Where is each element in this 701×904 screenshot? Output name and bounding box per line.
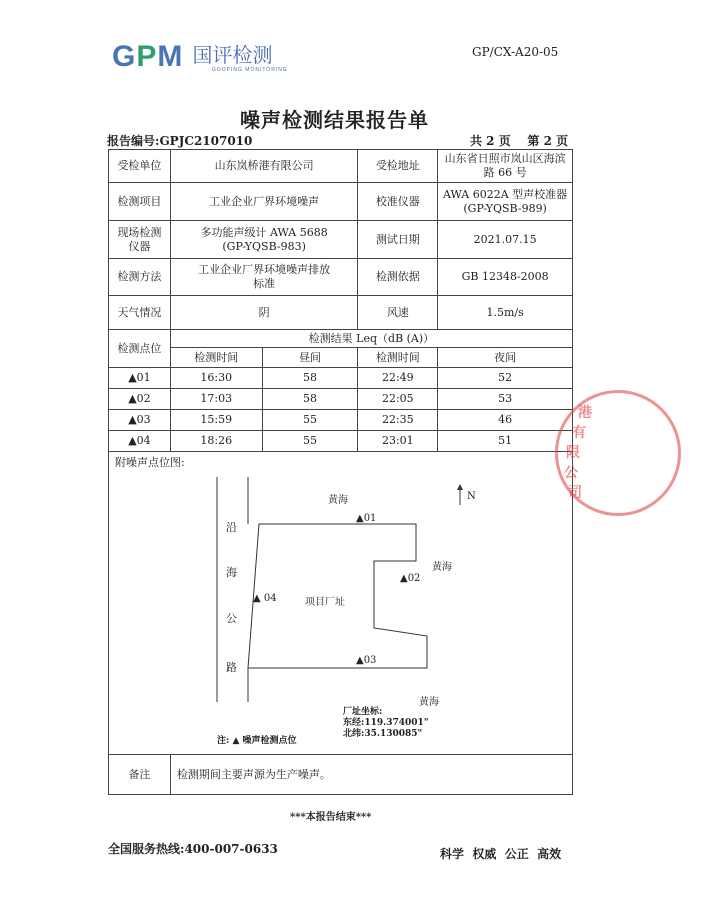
day-value-cell: 55 bbox=[262, 431, 358, 452]
method-label: 检测方法 bbox=[109, 259, 171, 296]
result-header: 检测结果 Leq（dB (A)） bbox=[170, 330, 572, 348]
slogan: 科学 权威 公正 高效 bbox=[440, 847, 562, 861]
stamp-char: 司 bbox=[568, 485, 582, 501]
project-site-label: 项目厂址 bbox=[305, 597, 345, 608]
stamp-char: 限 bbox=[566, 445, 580, 461]
logo-subtitle: GOOPING MONITORING bbox=[212, 67, 288, 73]
report-number bbox=[107, 132, 252, 149]
coord-north bbox=[343, 729, 429, 740]
logo-letter-p: P bbox=[136, 40, 158, 73]
client-value: 山东岚桥港有限公司 bbox=[170, 150, 358, 183]
hotline-number: 400-007-0633 bbox=[184, 842, 278, 856]
night-value-cell: 46 bbox=[438, 410, 573, 431]
logo-letter-g: G bbox=[112, 40, 137, 73]
wind-value: 1.5m/s bbox=[438, 296, 573, 330]
road-char-4: 路 bbox=[226, 661, 237, 674]
night-value-cell: 52 bbox=[438, 368, 573, 389]
calib-value-line1: AWA 6022A 型声校准器 bbox=[443, 187, 568, 201]
date-label: 测试日期 bbox=[358, 221, 438, 259]
col-time-night: 检测时间 bbox=[358, 348, 438, 368]
map-area bbox=[109, 452, 572, 754]
time-night-cell: 22:35 bbox=[358, 410, 438, 431]
col-night: 夜间 bbox=[438, 348, 573, 368]
north-arrow-head bbox=[457, 484, 463, 490]
weather-value: 阴 bbox=[170, 296, 358, 330]
time-night-cell: 22:05 bbox=[358, 389, 438, 410]
item-value: 工业企业厂界环境噪声 bbox=[170, 183, 358, 221]
remarks-value: 检测期间主要声源为生产噪声。 bbox=[170, 755, 572, 795]
table-row bbox=[109, 368, 573, 389]
sea-label-top: 黄海 bbox=[328, 495, 348, 506]
road-char-2: 海 bbox=[226, 566, 237, 579]
instrument-label bbox=[109, 221, 171, 259]
instrument-value bbox=[170, 221, 358, 259]
point-cell: ▲01 bbox=[109, 368, 171, 389]
point-02-marker: ▲02 bbox=[400, 573, 421, 584]
east-label: 东经: bbox=[343, 718, 365, 728]
map-cell bbox=[109, 452, 573, 755]
point-header: 检测点位 bbox=[109, 330, 171, 368]
time-night-cell: 23:01 bbox=[358, 431, 438, 452]
logo-letter-m: M bbox=[157, 40, 184, 73]
instrument-value-line2: (GP-YQSB-983) bbox=[222, 239, 306, 253]
night-value-cell: 51 bbox=[438, 431, 573, 452]
logo-cn-text: 国评检测 bbox=[192, 43, 273, 67]
document-code: GP/CX-A20-05 bbox=[472, 45, 559, 59]
calib-value-line2: (GP-YQSB-989) bbox=[463, 201, 547, 215]
method-value-line1: 工业企业厂界环境噪声排放 bbox=[198, 263, 331, 276]
report-number-label: 报告编号: bbox=[107, 134, 160, 148]
col-day: 昼间 bbox=[262, 348, 358, 368]
time-night-cell: 22:49 bbox=[358, 368, 438, 389]
time-day-cell: 15:59 bbox=[170, 410, 262, 431]
calib-value bbox=[438, 183, 573, 221]
time-day-cell: 16:30 bbox=[170, 368, 262, 389]
point-cell: ▲03 bbox=[109, 410, 171, 431]
hotline-label: 全国服务热线: bbox=[108, 842, 185, 856]
date-value: 2021.07.15 bbox=[438, 221, 573, 259]
end-text: ***本报告结束*** bbox=[290, 812, 372, 823]
point-cell: ▲02 bbox=[109, 389, 171, 410]
basis-value: GB 12348-2008 bbox=[438, 259, 573, 296]
table-row bbox=[109, 431, 573, 452]
map-legend: 注: ▲ 噪声检测点位 bbox=[217, 736, 297, 746]
stamp-char: 港 bbox=[578, 405, 592, 421]
calib-label: 校准仪器 bbox=[358, 183, 438, 221]
address-label: 受检地址 bbox=[358, 150, 438, 183]
sea-label-bottom: 黄海 bbox=[419, 697, 439, 708]
basis-label: 检测依据 bbox=[358, 259, 438, 296]
report-table bbox=[108, 149, 573, 795]
point-03-marker: ▲03 bbox=[356, 655, 377, 666]
stamp-char: 有 bbox=[572, 425, 586, 441]
north-coord-value: 35.130085" bbox=[364, 729, 423, 739]
report-number-value: GPJC2107010 bbox=[159, 134, 253, 148]
night-value-cell: 53 bbox=[438, 389, 573, 410]
road-char-3: 公 bbox=[226, 612, 237, 625]
client-label: 受检单位 bbox=[109, 150, 171, 183]
address-value: 山东省日照市岚山区海滨路 66 号 bbox=[438, 150, 573, 183]
day-value-cell: 58 bbox=[262, 368, 358, 389]
road-char-1: 沿 bbox=[226, 521, 237, 534]
coord-east bbox=[343, 718, 429, 729]
day-value-cell: 58 bbox=[262, 389, 358, 410]
day-value-cell: 55 bbox=[262, 410, 358, 431]
instrument-value-line1: 多功能声级计 AWA 5688 bbox=[200, 225, 328, 239]
report-title: 噪声检测结果报告单 bbox=[240, 108, 429, 132]
map-caption: 附噪声点位图: bbox=[115, 456, 185, 469]
method-value bbox=[170, 259, 358, 296]
north-coord-label: 北纬: bbox=[343, 729, 365, 739]
east-value: 119.374001" bbox=[364, 718, 429, 728]
coordinates bbox=[343, 707, 429, 740]
point-04-marker: ▲ 04 bbox=[253, 593, 277, 604]
col-time-day: 检测时间 bbox=[170, 348, 262, 368]
page-info: 共 2 页 第 2 页 bbox=[470, 134, 569, 148]
wind-label: 风速 bbox=[358, 296, 438, 330]
north-label: N bbox=[467, 491, 476, 502]
item-label: 检测项目 bbox=[109, 183, 171, 221]
method-value-line2: 标准 bbox=[253, 277, 276, 290]
time-day-cell: 17:03 bbox=[170, 389, 262, 410]
sea-label-right: 黄海 bbox=[432, 562, 452, 573]
time-day-cell: 18:26 bbox=[170, 431, 262, 452]
point-cell: ▲04 bbox=[109, 431, 171, 452]
instrument-label-line2: 仪器 bbox=[128, 239, 151, 253]
table-row bbox=[109, 389, 573, 410]
hotline bbox=[108, 840, 278, 857]
remarks-label: 备注 bbox=[109, 755, 171, 795]
table-row bbox=[109, 410, 573, 431]
coord-title: 厂址坐标: bbox=[343, 707, 383, 717]
weather-label: 天气情况 bbox=[109, 296, 171, 330]
stamp-char: 公 bbox=[564, 465, 578, 481]
point-01-marker: ▲01 bbox=[356, 513, 377, 524]
instrument-label-line1: 现场检测 bbox=[117, 225, 162, 239]
